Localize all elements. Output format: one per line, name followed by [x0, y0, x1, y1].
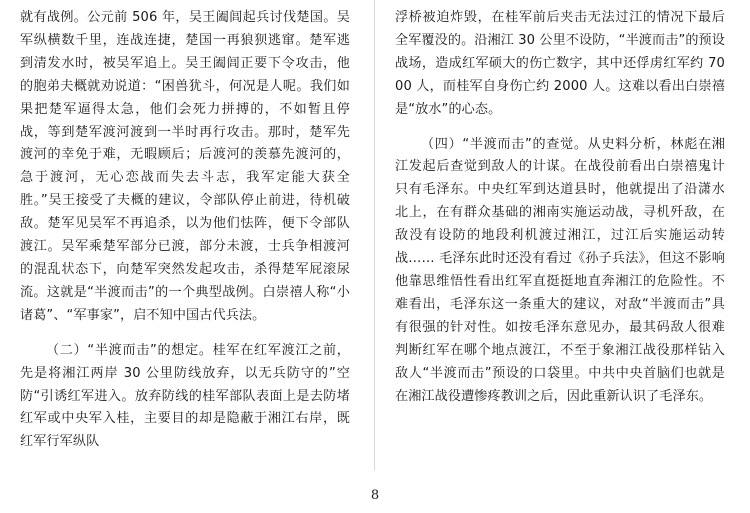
page-number: 8: [370, 488, 380, 503]
paragraph-ancient-battle-example: 就有战例。公元前 506 年，吴王阖闾起兵讨伐楚国。吴军纵横数千里，连战连捷，楚国一再狼狈逃窜。楚军逃到清发水时，被吴军追上。吴王阖闾正要下令攻击，他的胞弟夫概就劝说道：“困兽犹斗，何况是人呢。我们如果把楚军逼得太急，他们会死力拼搏的，不如暂且停战，等到楚军渡河渡到一半时再行攻击。那时，楚军先渡河的幸免于难，无暇顾后；后渡河的羡慕先渡河的，急于渡河，无心恋战而失去斗志，我军定能大获全胜。”吴王接受了夫概的建议，令部队停止前进，待机破敌。楚军见吴军不再追杀，以为他们怯阵，便下令部队渡江。吴军乘楚军部分已渡，部分未渡，士兵争相渡河的混乱状态下，向楚军突然发起攻击，杀得楚军屁滚尿流。这就是“半渡而击”的一个典型战例。白崇禧人称“小诸葛”、“军事家”，启不知中国古代兵法。: [20, 10, 350, 323]
paragraph-section-two: （二）“半渡而击”的想定。桂军在红军渡江之前，先是将湘江两岸 30 公里防线放弃，以无兵防守的”空防“引诱红军进入。放弃防线的桂军部队表面上是去防堵红军或中央军入桂，主要目的却是隐蔽于湘江右岸，既红军行军纵队: [20, 342, 350, 450]
paragraph-section-four: （四）“半渡而击”的查觉。从史料分析，林彪在湘江发起后查觉到敌人的计谋。在战役前看出白崇禧鬼计只有毛泽东。中央红军到达道县时，他就提出了沿潇水北上，在有群众基础的湘南实施运动战，寻机歼敌，在敌没有设防的地段利机渡过湘江，过江后实施运动转战…… 毛泽东此时还没有看过《孙子兵法》，但这不影响他靠思维悟性看出红军直挺挺地直奔湘江的危险性。不难看出，毛泽东这一条重大的建议，对敌“半渡而击”具有很强的针对性。如按毛泽东意见办，最其码敌人很难判断红军在哪个地点渡江，不至于象湘江战役那样钻入敌人“半渡而击”预设的口袋里。中共中央首脑们也就是在湘江战役遭惨疼教训之后，因此重新认识了毛泽东。: [395, 136, 725, 404]
left-column: [20, 7, 350, 454]
right-column: [395, 7, 725, 408]
paragraph-continuation: 浮桥被迫炸毁，在桂军前后夹击无法过江的情况下最后全军覆没的。沿湘江 30 公里不设防，“半渡而击”的预设战场，造成红军硕大的伤亡数字，其中还俘虏红军约 7000 人，而桂军自身伤亡约 2000 人。这难以看出白崇禧是“放水”的心态。: [395, 10, 725, 117]
column-divider: [374, 0, 375, 470]
